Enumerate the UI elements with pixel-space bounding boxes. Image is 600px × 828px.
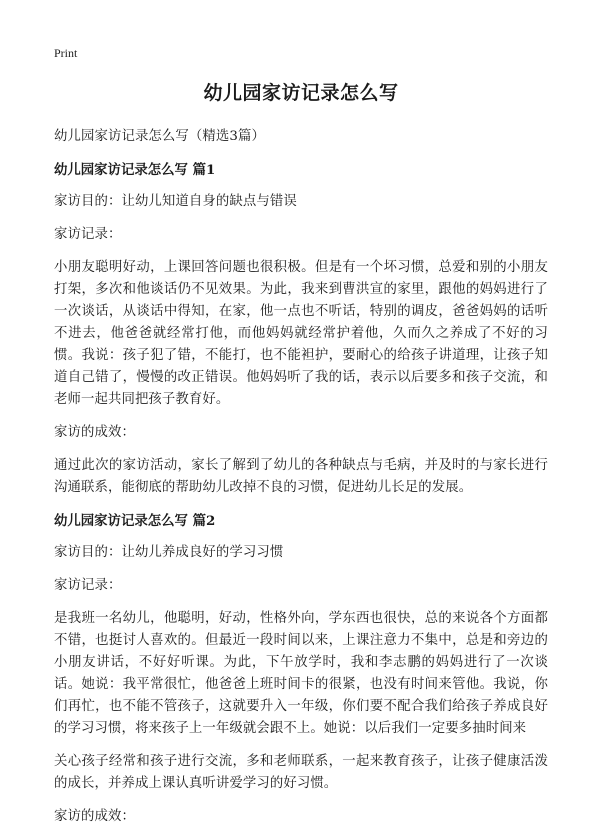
visit-result-label: 家访的成效： <box>54 809 135 824</box>
print-label: Print <box>54 46 78 60</box>
section-heading: 幼儿园家访记录怎么写 篇2 <box>54 513 216 529</box>
visit-result-label: 家访的成效： <box>54 425 135 440</box>
visit-record-label: 家访记录： <box>54 578 122 593</box>
visit-record-label: 家访记录： <box>54 227 122 242</box>
section-heading: 幼儿园家访记录怎么写 篇1 <box>54 162 216 178</box>
document-subtitle: 幼儿园家访记录怎么写（精选3篇） <box>54 129 265 144</box>
visit-result-body: 通过此次的家访活动，家长了解到了幼儿的各种缺点与毛病，并及时的与家长进行沟通联系，能彻底的帮助幼儿改掉不良的习惯，促进幼儿长足的发展。 <box>54 458 548 495</box>
section-1 <box>54 159 548 499</box>
document-title: 幼儿园家访记录怎么写 <box>203 82 399 104</box>
section-2 <box>54 510 548 828</box>
visit-record-body: 小朋友聪明好动，上课回答问题也很积极。但是有一个坏习惯，总爱和别的小朋友打架，多次和他谈话仍不见效果。为此，我来到曹洪宣的家里，跟他的妈妈进行了一次谈话，从谈话中得知，在家，他一点也不听话，特别的调皮，爸爸妈妈的话听不进去，他爸爸就经常打他，而他妈妈就经常护着他，久而久之养成了不好的习惯。我说：孩子犯了错，不能打，也不能袒护，要耐心的给孩子讲道理，让孩子知道自己错了，慢慢的改正错误。他妈妈听了我的话，表示以后要多和孩子交流，和老师一起共同把孩子教育好。 <box>54 260 548 407</box>
visit-record-body: 是我班一名幼儿，他聪明，好动，性格外向，学东西也很快，总的来说各个方面都不错，也挺讨人喜欢的。但最近一段时间以来，上课注意力不集中，总是和旁边的小朋友讲话，不好好听课。为此，下午放学时，我和李志鹏的妈妈进行了一次谈话。她说：我平常很忙，他爸爸上班时间卡的很紧，也没有时间来管他。我说，你们再忙，也不能不管孩子，这就要升入一年级，你们要不配合我们给孩子养成良好的学习习惯，将来孩子上一年级就会跟不上。她说：以后我们一定要多抽时间来 <box>54 611 548 736</box>
visit-purpose: 家访目的：让幼儿养成良好的学习习惯 <box>54 545 284 560</box>
visit-purpose: 家访目的：让幼儿知道自身的缺点与错误 <box>54 194 297 209</box>
visit-record-body-continued: 关心孩子经常和孩子进行交流，多和老师联系，一起来教育孩子，让孩子健康活泼的成长，并养成上课认真听讲爱学习的好习惯。 <box>54 754 548 791</box>
